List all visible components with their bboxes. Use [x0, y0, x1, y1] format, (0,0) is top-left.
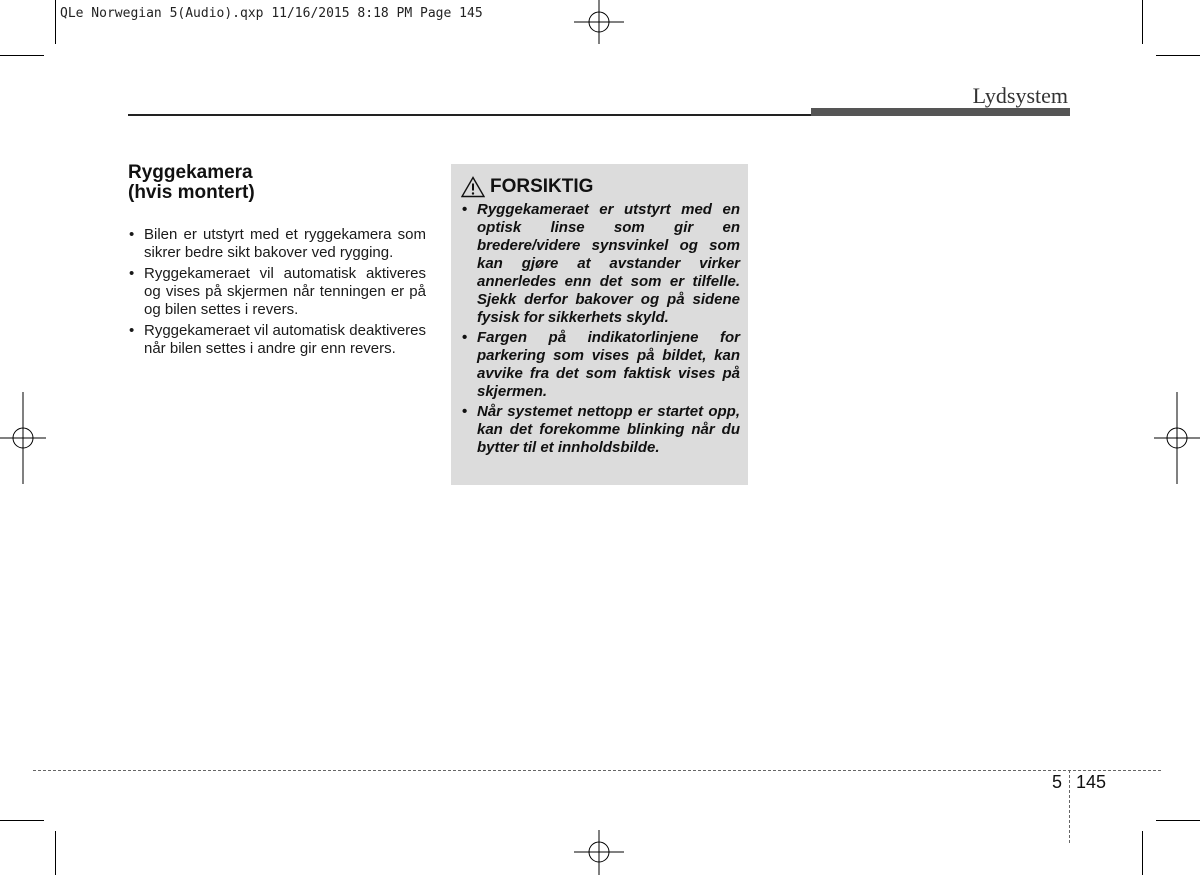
section-heading [128, 163, 428, 203]
chapter-number: 5 [1052, 772, 1063, 792]
info-bullet-list [128, 226, 426, 361]
footer-dashed-rule [33, 770, 1161, 771]
list-item: • Ryggekameraet er utstyrt med en optisk linse som gir en bredere/videre synsvinkel og som kan gjøre at avstander virker annerledes enn det som er tilfelle. Sjekk derfor bakover og på sidene fysisk for sikkerhets skyld. [461, 201, 740, 327]
registration-mark-top-icon [574, 0, 624, 46]
list-item: • Ryggekameraet vil automatisk deaktiveres når bilen settes i andre gir enn revers. [128, 322, 426, 358]
list-item: • Ryggekameraet vil automatisk aktiveres og vises på skjermen når tenningen er på og bilen settes i revers. [128, 265, 426, 319]
header-rule-accent [811, 108, 1070, 116]
list-item: • Bilen er utstyrt med et ryggekamera som sikrer bedre sikt bakover ved rygging. [128, 226, 426, 262]
registration-mark-bottom-icon [574, 830, 624, 875]
list-item: • Når systemet nettopp er startet opp, kan det forekomme blinking når du bytter til et innholdsbilde. [461, 403, 740, 457]
header-rule [128, 114, 811, 116]
caution-box [451, 164, 748, 485]
page-number: 145 [1076, 772, 1107, 792]
warning-triangle-icon [461, 176, 485, 198]
heading-line-2: (hvis montert) [128, 182, 255, 203]
caution-header [461, 176, 740, 198]
print-slug: QLe Norwegian 5(Audio).qxp 11/16/2015 8:18 PM Page 145 [60, 6, 483, 21]
registration-mark-right-icon [1154, 392, 1200, 484]
section-title: Lydsystem [972, 83, 1068, 108]
list-item: • Fargen på indikatorlinjene for parkering som vises på bildet, kan avvike fra det som faktisk vises på skjermen. [461, 329, 740, 401]
heading-line-1: Ryggekamera [128, 162, 253, 183]
footer-dashed-divider [1069, 770, 1070, 843]
caution-title: FORSIKTIG [490, 176, 594, 197]
registration-mark-left-icon [0, 392, 46, 484]
caution-bullet-list [461, 201, 740, 457]
